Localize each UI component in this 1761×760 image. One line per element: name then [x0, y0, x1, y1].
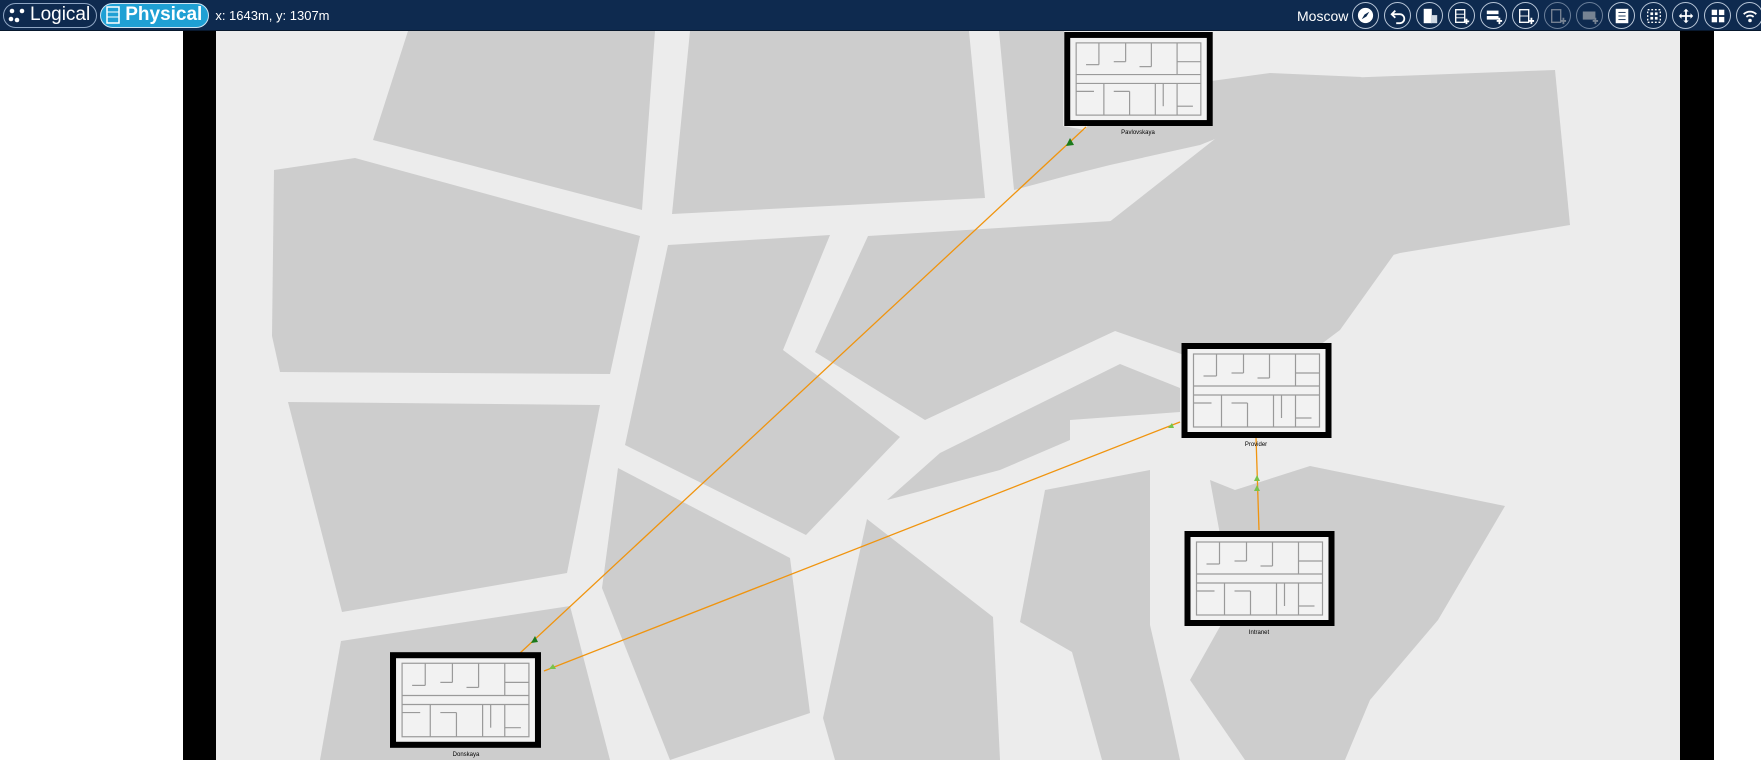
new-shelf-icon	[1517, 7, 1535, 25]
grid-select-icon	[1645, 7, 1663, 25]
building-label: Donskaya	[452, 752, 480, 758]
inventory-button[interactable]	[1608, 2, 1635, 29]
back-icon	[1389, 7, 1407, 25]
current-city: Moscow	[1297, 8, 1349, 24]
building-pavlovskaya[interactable]	[1064, 32, 1212, 136]
move-object-icon	[1549, 7, 1567, 25]
logical-mode-label: Logical	[30, 4, 91, 25]
physical-mode-button[interactable]	[100, 3, 209, 28]
navigate-button[interactable]	[1352, 2, 1379, 29]
new-building-icon	[1421, 7, 1439, 25]
working-closet-icon	[1581, 7, 1599, 25]
inventory-icon	[1613, 7, 1631, 25]
logical-network-icon	[7, 5, 27, 25]
navigate-icon	[1356, 6, 1375, 25]
wireless-button[interactable]	[1736, 2, 1761, 29]
map-right-border	[1680, 31, 1714, 760]
new-rack-button[interactable]	[1480, 2, 1507, 29]
building-intranet[interactable]	[1185, 531, 1335, 636]
grid-select-button[interactable]	[1640, 2, 1667, 29]
move-button[interactable]	[1672, 2, 1699, 29]
toolbar	[0, 0, 1761, 31]
building-label: Provider	[1244, 442, 1268, 448]
logical-mode-button[interactable]	[3, 3, 97, 28]
set-tiled-background-icon	[1709, 7, 1727, 25]
physical-building-icon	[104, 5, 122, 25]
new-closet-icon	[1453, 7, 1471, 25]
building-label: Pavlovskaya	[1121, 130, 1155, 136]
new-building-button[interactable]	[1416, 2, 1443, 29]
back-button[interactable]	[1384, 2, 1411, 29]
building-provider[interactable]	[1182, 343, 1332, 448]
move-object-button[interactable]	[1544, 2, 1571, 29]
new-shelf-button[interactable]	[1512, 2, 1539, 29]
working-closet-button[interactable]	[1576, 2, 1603, 29]
move-icon	[1677, 7, 1695, 25]
building-donskaya[interactable]	[390, 652, 541, 758]
set-tiled-background-button[interactable]	[1704, 2, 1731, 29]
physical-map-canvas[interactable]	[0, 31, 1761, 760]
wireless-icon	[1741, 7, 1759, 25]
new-closet-button[interactable]	[1448, 2, 1475, 29]
map-left-border	[183, 31, 216, 760]
building-label: Intranet	[1248, 630, 1270, 636]
physical-mode-label: Physical	[125, 4, 203, 25]
new-rack-icon	[1485, 7, 1503, 25]
cursor-coordinates: x: 1643m, y: 1307m	[215, 7, 330, 23]
